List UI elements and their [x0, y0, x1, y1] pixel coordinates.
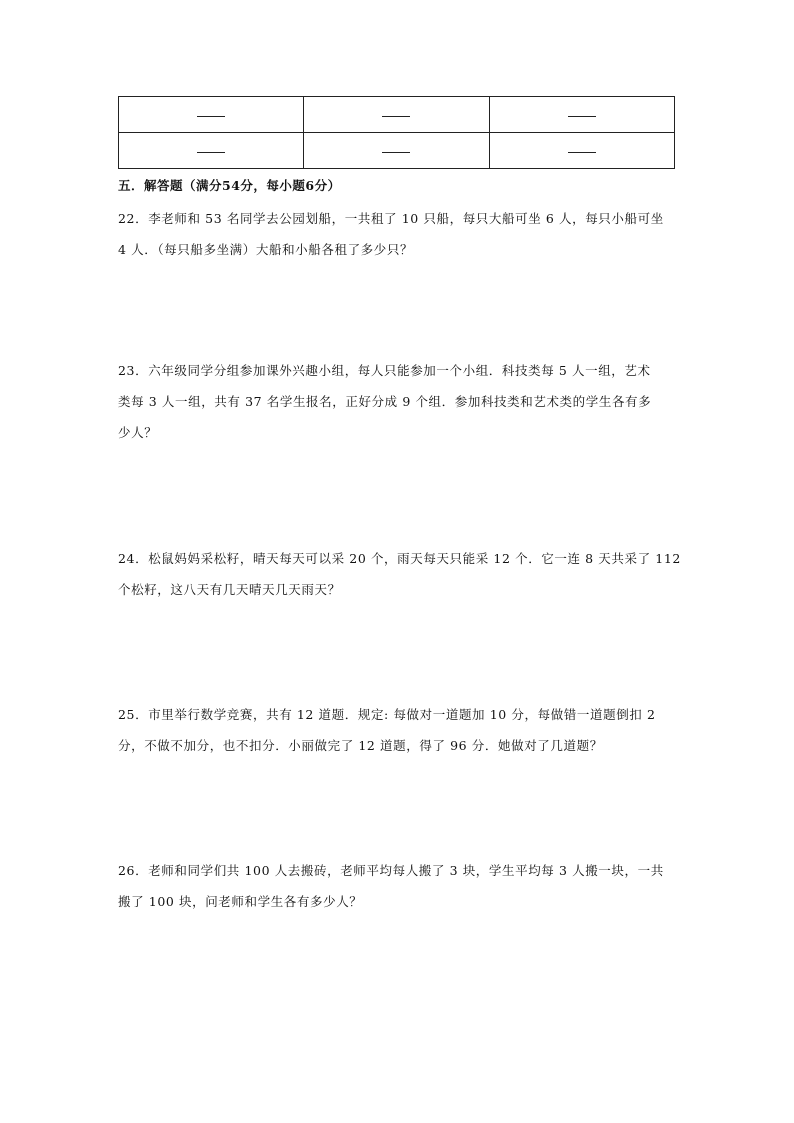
question-23	[118, 355, 678, 448]
question-line: 少人？	[118, 425, 158, 440]
answer-blank[interactable]	[568, 142, 596, 153]
question-25	[118, 699, 678, 761]
question-line: 23．六年级同学分组参加课外兴趣小组，每人只能参加一个小组．科技类每 5 人一组，艺术	[118, 363, 651, 378]
answer-blank[interactable]	[568, 106, 596, 117]
question-22	[118, 203, 678, 265]
question-line: 26．老师和同学们共 100 人去搬砖，老师平均每人搬了 3 块，学生平均每 3 人搬一块，一共	[118, 863, 664, 878]
answer-cell	[489, 133, 674, 169]
answer-cell	[304, 97, 489, 133]
question-26	[118, 855, 678, 917]
answer-cell	[119, 97, 304, 133]
answer-blank[interactable]	[382, 142, 410, 153]
section-title: 五．解答题（满分54分，每小题6分）	[118, 178, 341, 193]
question-line: 个松籽，这八天有几天晴天几天雨天？	[118, 582, 341, 597]
answer-cell	[304, 133, 489, 169]
answer-blank[interactable]	[382, 106, 410, 117]
question-line: 25．市里举行数学竞赛，共有 12 道题．规定: 每做对一道题加 10 分，每做错一道题倒扣 2	[118, 707, 656, 722]
question-line: 搬了 100 块，问老师和学生各有多少人？	[118, 894, 363, 909]
answer-blank[interactable]	[197, 142, 225, 153]
answer-table	[118, 96, 675, 169]
question-line: 4 人．（每只船多坐满）大船和小船各租了多少只？	[118, 242, 414, 257]
answer-table-row	[119, 133, 675, 169]
question-line: 分，不做不加分，也不扣分．小丽做完了 12 道题，得了 96 分．她做对了几道题？	[118, 738, 603, 753]
answer-table-row	[119, 97, 675, 133]
question-line: 类每 3 人一组，共有 37 名学生报名，正好分成 9 个组．参加科技类和艺术类的学生各有多	[118, 394, 652, 409]
question-24	[118, 543, 681, 605]
answer-cell	[119, 133, 304, 169]
answer-blank[interactable]	[197, 106, 225, 117]
answer-cell	[489, 97, 674, 133]
question-line: 22．李老师和 53 名同学去公园划船，一共租了 10 只船，每只大船可坐 6 人，每只小船可坐	[118, 211, 664, 226]
question-line: 24．松鼠妈妈采松籽，晴天每天可以采 20 个，雨天每天只能采 12 个．它一连 8 天共采了 112	[118, 551, 681, 566]
